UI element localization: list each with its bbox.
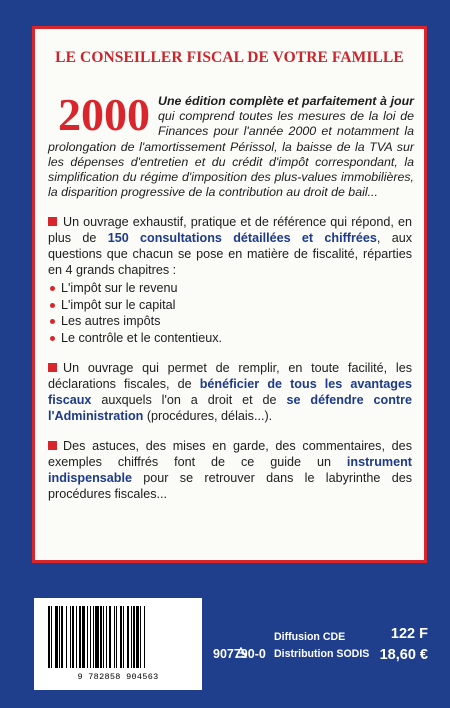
section2-text-a: Un ouvrage qui permet de remplir, en toute facilité, les déclarations fiscales, de [48,361,412,392]
product-code: 907790-0 [213,647,266,661]
section2-text-c: (procédures, délais...). [143,409,273,424]
barcode-stripe [133,606,135,668]
red-square-bullet-icon [48,217,57,226]
section-astuces [48,438,412,502]
intro-rest: qui comprend toutes les mesures de la loi de Finances pour l'année 2000 et notamment la prolongation de l'amortissement Périssol, la baisse de la TVA sur les dépenses d'entretien et du crédit d'impôt correspondant, la simplification du régime d'imposition des plus-values immobilières, la disparition progressive de la contribution au droit de bail... [48,109,414,200]
barcode [34,598,202,690]
section2-text-b: auxquels l'on a droit et de [91,393,287,408]
barcode-stripe [87,606,88,668]
barcode-stripe [70,606,71,668]
section3-highlight: instrument indispensable [48,455,412,486]
red-square-bullet-icon [48,441,57,450]
book-title: LE CONSEILLER FISCAL DE VOTRE FAMILLE [55,49,404,66]
cover-footer [0,570,450,708]
barcode-stripe [76,606,77,668]
edition-year: 2000 [58,89,150,140]
chapter-item: L'impôt sur le revenu [48,280,412,297]
barcode-stripe [79,606,81,668]
barcode-stripe [90,606,91,668]
barcode-stripe [93,606,94,668]
barcode-stripe [100,606,102,668]
barcode-stripe [61,606,63,668]
barcode-stripe [114,606,115,668]
barcode-stripe [55,606,58,668]
barcode-stripe [66,606,67,668]
section3-text-a: Des astuces, des mises en garde, des commentaires, des exemples chiffrés font de ce guide un [48,439,412,470]
barcode-stripe [72,606,74,668]
isbn-digits: 9 782858 904563 [77,672,159,682]
intro-bold: Une édition complète et parfaitement à jour [158,94,414,108]
barcode-stripe [103,606,104,668]
barcode-stripe [95,606,98,668]
red-square-bullet-icon [48,363,57,372]
barcode-stripe [140,606,141,668]
price-block [368,624,428,666]
barcode-stripe [48,606,50,668]
barcode-stripe [82,606,85,668]
section-declarations [48,360,412,424]
price-franc: 122 F [390,626,428,642]
barcode-stripe [106,606,107,668]
section1-text-b: , aux questions que chacun se pose en matière de fiscalité, réparties en 4 grands chapitres : [48,231,412,278]
section2-highlight-b: se défendre contre l'Administration [48,393,412,424]
chapter-item: L'impôt sur le capital [48,297,412,314]
back-cover-panel [32,26,427,563]
barcode-stripe [136,606,139,668]
section1-highlight: 150 consultations détaillées et chiffrées [107,231,377,246]
intro-block [48,89,414,200]
barcode-stripe [127,606,129,668]
barcode-stripe [144,606,145,668]
price-euro: 18,60 € [379,647,428,663]
section-reference [48,214,412,346]
barcode-stripe [116,606,117,668]
chapter-item: Les autres impôts [48,313,412,330]
recycle-symbol-icon [233,647,249,661]
barcode-bars [48,606,188,668]
distribution-label: Distribution SODIS [274,648,370,660]
barcode-stripe [59,606,60,668]
section1-text-a: Un ouvrage exhaustif, pratique et de référence qui répond, en plus de [48,215,412,246]
section2-highlight-a: bénéficier de tous les avantages fiscaux [48,377,413,408]
distribution-info [274,629,369,663]
diffusion-label: Diffusion CDE [274,631,346,643]
barcode-stripe [120,606,122,668]
barcode-stripe [51,606,52,668]
barcode-stripe [131,606,132,668]
section3-text-b: pour se retrouver dans le labyrinthe des procédures fiscales... [48,471,412,502]
chapter-item: Le contrôle et le contentieux. [48,330,412,347]
barcode-stripe [123,606,124,668]
chapter-list [48,280,412,346]
barcode-stripe [109,606,111,668]
